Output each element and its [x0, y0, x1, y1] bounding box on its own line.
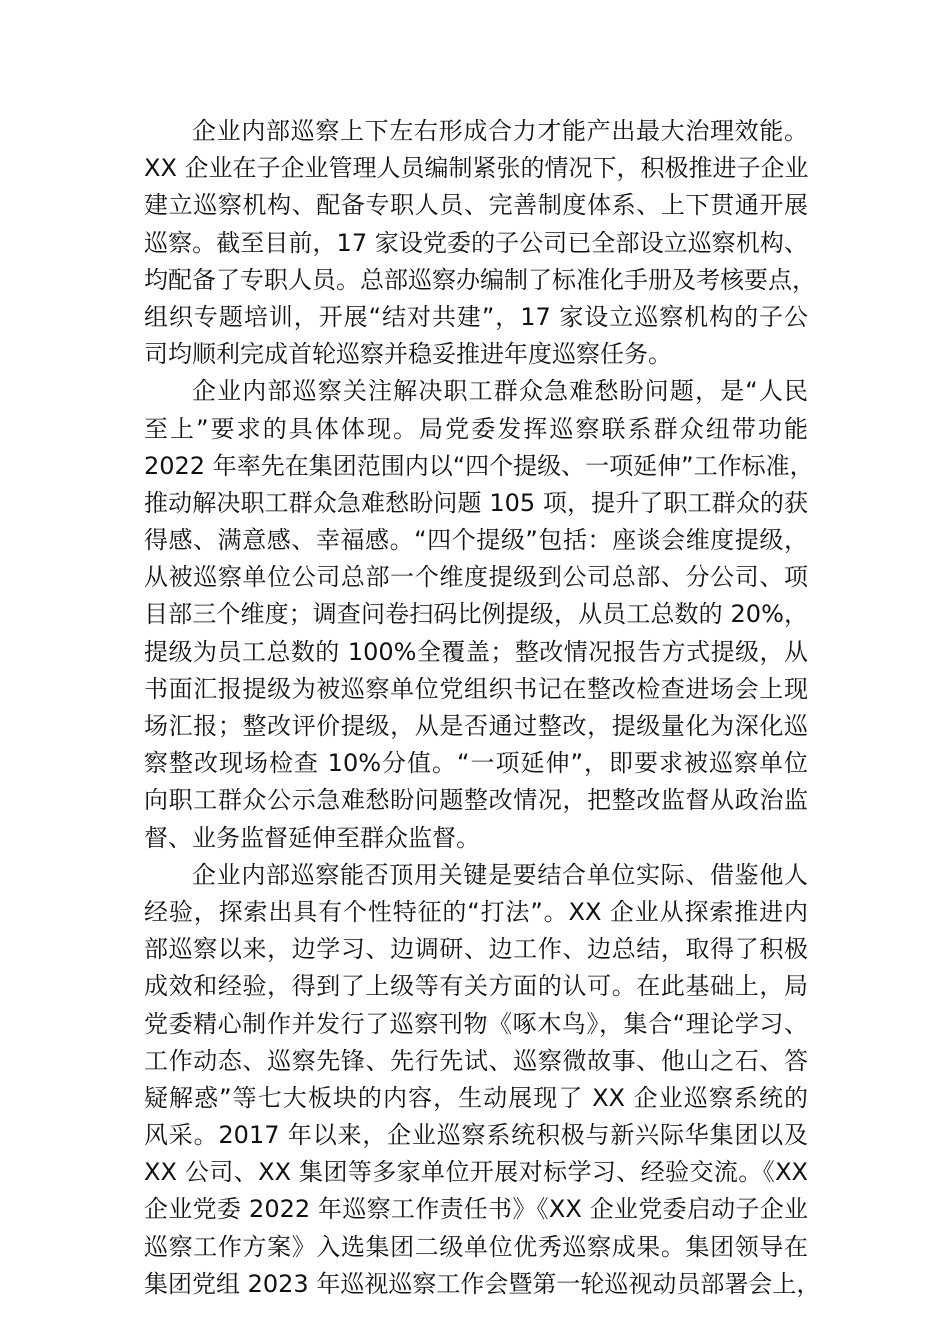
- text-line: 2022 年率先在集团范围内以“四个提级、一项延伸”工作标准，: [144, 451, 814, 480]
- text-line: 向职工群众公示急难愁盼问题整改情况，把整改监督从政治监: [144, 786, 808, 815]
- text-line: 书面汇报提级为被巡察单位党组织书记在整改检查进场会上现: [144, 674, 808, 703]
- text-line: 均配备了专职人员。总部巡察办编制了标准化手册及考核要点，: [144, 265, 816, 294]
- text-line: 目部三个维度；调查问卷扫码比例提级，从员工总数的 20%，: [144, 600, 808, 629]
- text-line: 建立巡察机构、配备专职人员、完善制度体系、上下贯通开展: [144, 191, 808, 220]
- text-line: XX 企业在子企业管理人员编制紧张的情况下，积极推进子企业: [144, 154, 809, 183]
- text-line: 巡察。截至目前，17 家设党委的子公司已全部设立巡察机构、: [144, 228, 808, 257]
- text-line: 企业内部巡察能否顶用关键是要结合单位实际、借鉴他人: [192, 860, 808, 889]
- text-line: 党委精心制作并发行了巡察刊物《啄木鸟》，集合“理论学习、: [144, 1009, 808, 1038]
- text-line: 企业内部巡察上下左右形成合力才能产出最大治理效能。: [192, 117, 808, 145]
- paragraph-1: [144, 113, 816, 373]
- text-line: 风采。2017 年以来，企业巡察系统积极与新兴际华集团以及: [144, 1121, 808, 1150]
- text-line: 提级为员工总数的 100%全覆盖；整改情况报告方式提级，从: [144, 637, 808, 666]
- text-line: 察整改现场检查 10%分值。“一项延伸”，即要求被巡察单位: [144, 749, 808, 778]
- text-line: 从被巡察单位公司总部一个维度提级到公司总部、分公司、项: [144, 563, 808, 592]
- text-line: 推动解决职工群众急难愁盼问题 105 项，提升了职工群众的获: [144, 488, 808, 517]
- text-line: 疑解惑”等七大板块的内容，生动展现了 XX 企业巡察系统的: [144, 1083, 808, 1112]
- text-line: 司均顺利完成首轮巡察并稳妥推进年度巡察任务。: [144, 340, 672, 369]
- text-line: 场汇报；整改评价提级，从是否通过整改，提级量化为深化巡: [144, 712, 808, 740]
- text-line: 组织专题培训，开展“结对共建”，17 家设立巡察机构的子公: [144, 302, 808, 331]
- text-line: 至上”要求的具体体现。局党委发挥巡察联系群众纽带功能: [144, 414, 808, 443]
- text-line: 企业党委 2022 年巡察工作责任书》《XX 企业党委启动子企业: [144, 1195, 808, 1224]
- paragraph-2: [144, 373, 814, 856]
- text-line: 部巡察以来，边学习、边调研、边工作、边总结，取得了积极: [144, 935, 808, 964]
- text-line: 经验，探索出具有个性特征的“打法”。XX 企业从探索推进内: [144, 897, 808, 926]
- text-line: XX 公司、XX 集团等多家单位开展对标学习、经验交流。《XX: [144, 1158, 808, 1187]
- text-line: 集团党组 2023 年巡视巡察工作会暨第一轮巡视动员部署会上，: [144, 1269, 821, 1298]
- text-line: 企业内部巡察关注解决职工群众急难愁盼问题，是“人民: [192, 377, 808, 406]
- text-line: 得感、满意感、幸福感。“四个提级”包括：座谈会维度提级，: [144, 526, 808, 555]
- text-line: 巡察工作方案》入选集团二级单位优秀巡察成果。集团领导在: [144, 1232, 808, 1261]
- paragraph-3: [144, 857, 821, 1303]
- document-body: [144, 113, 821, 1303]
- text-line: 工作动态、巡察先锋、先行先试、巡察微故事、他山之石、答: [144, 1046, 808, 1075]
- text-line: 成效和经验，得到了上级等有关方面的认可。在此基础上，局: [144, 972, 808, 1001]
- text-line: 督、业务监督延伸至群众监督。: [144, 823, 480, 852]
